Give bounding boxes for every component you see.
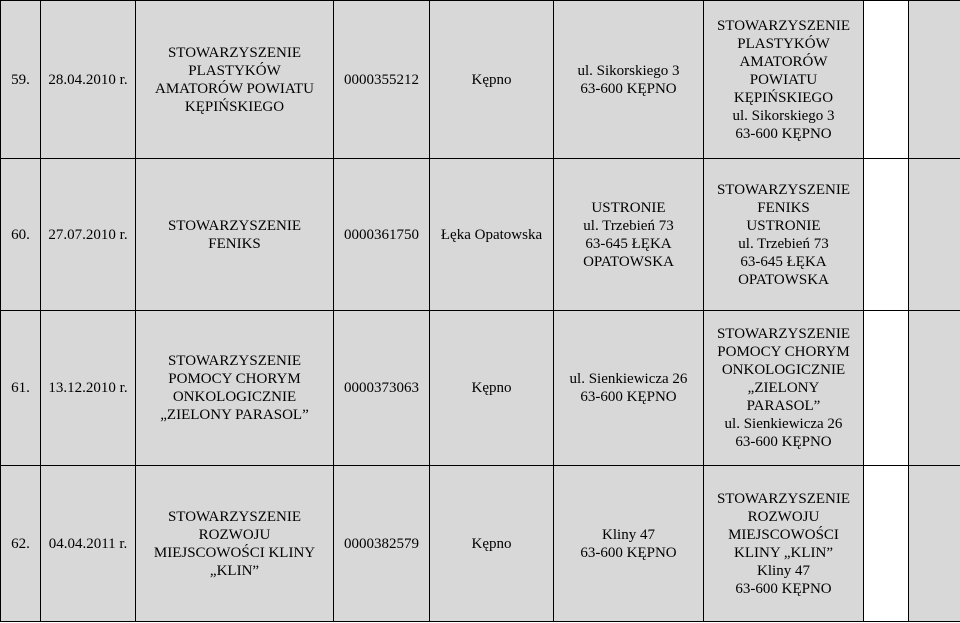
- empty-cell: [909, 1, 960, 159]
- empty-cell: [909, 159, 960, 311]
- name-and-address: STOWARZYSZENIE POMOCY CHORYM ONKOLOGICZNIE „ZIELONY PARASOL” ul. Sienkiewicza 26 63-600 KĘPNO: [704, 311, 864, 466]
- empty-cell: [864, 159, 909, 311]
- empty-cell: [864, 466, 909, 622]
- registration-date: 28.04.2010 r.: [41, 1, 136, 159]
- empty-cell: [909, 466, 960, 622]
- registration-date: 13.12.2010 r.: [41, 311, 136, 466]
- row-number: 62.: [1, 466, 41, 622]
- city: Łęka Opatowska: [430, 159, 554, 311]
- row-number: 60.: [1, 159, 41, 311]
- address: USTRONIE ul. Trzebień 73 63-645 ŁĘKA OPATOWSKA: [554, 159, 704, 311]
- table-row: [1, 466, 960, 622]
- krs-number: 0000355212: [334, 1, 430, 159]
- krs-number: 0000382579: [334, 466, 430, 622]
- association-name: STOWARZYSZENIE FENIKS: [136, 159, 334, 311]
- registration-date: 27.07.2010 r.: [41, 159, 136, 311]
- krs-number: 0000361750: [334, 159, 430, 311]
- association-name: STOWARZYSZENIE POMOCY CHORYM ONKOLOGICZNIE „ZIELONY PARASOL”: [136, 311, 334, 466]
- row-number: 61.: [1, 311, 41, 466]
- city: Kępno: [430, 1, 554, 159]
- table-row: [1, 159, 960, 311]
- city: Kępno: [430, 311, 554, 466]
- name-and-address: STOWARZYSZENIE ROZWOJU MIEJSCOWOŚCI KLINY „KLIN” Kliny 47 63-600 KĘPNO: [704, 466, 864, 622]
- address: ul. Sienkiewicza 26 63-600 KĘPNO: [554, 311, 704, 466]
- name-and-address: STOWARZYSZENIE FENIKS USTRONIE ul. Trzebień 73 63-645 ŁĘKA OPATOWSKA: [704, 159, 864, 311]
- krs-number: 0000373063: [334, 311, 430, 466]
- empty-cell: [864, 1, 909, 159]
- address: Kliny 47 63-600 KĘPNO: [554, 466, 704, 622]
- empty-cell: [909, 311, 960, 466]
- association-name: STOWARZYSZENIE ROZWOJU MIEJSCOWOŚCI KLINY „KLIN”: [136, 466, 334, 622]
- table-row: [1, 311, 960, 466]
- empty-cell: [864, 311, 909, 466]
- address: ul. Sikorskiego 3 63-600 KĘPNO: [554, 1, 704, 159]
- registration-date: 04.04.2011 r.: [41, 466, 136, 622]
- name-and-address: STOWARZYSZENIE PLASTYKÓW AMATORÓW POWIATU KĘPIŃSKIEGO ul. Sikorskiego 3 63-600 KĘPNO: [704, 1, 864, 159]
- city: Kępno: [430, 466, 554, 622]
- table-row: [1, 1, 960, 159]
- association-name: STOWARZYSZENIE PLASTYKÓW AMATORÓW POWIATU KĘPIŃSKIEGO: [136, 1, 334, 159]
- row-number: 59.: [1, 1, 41, 159]
